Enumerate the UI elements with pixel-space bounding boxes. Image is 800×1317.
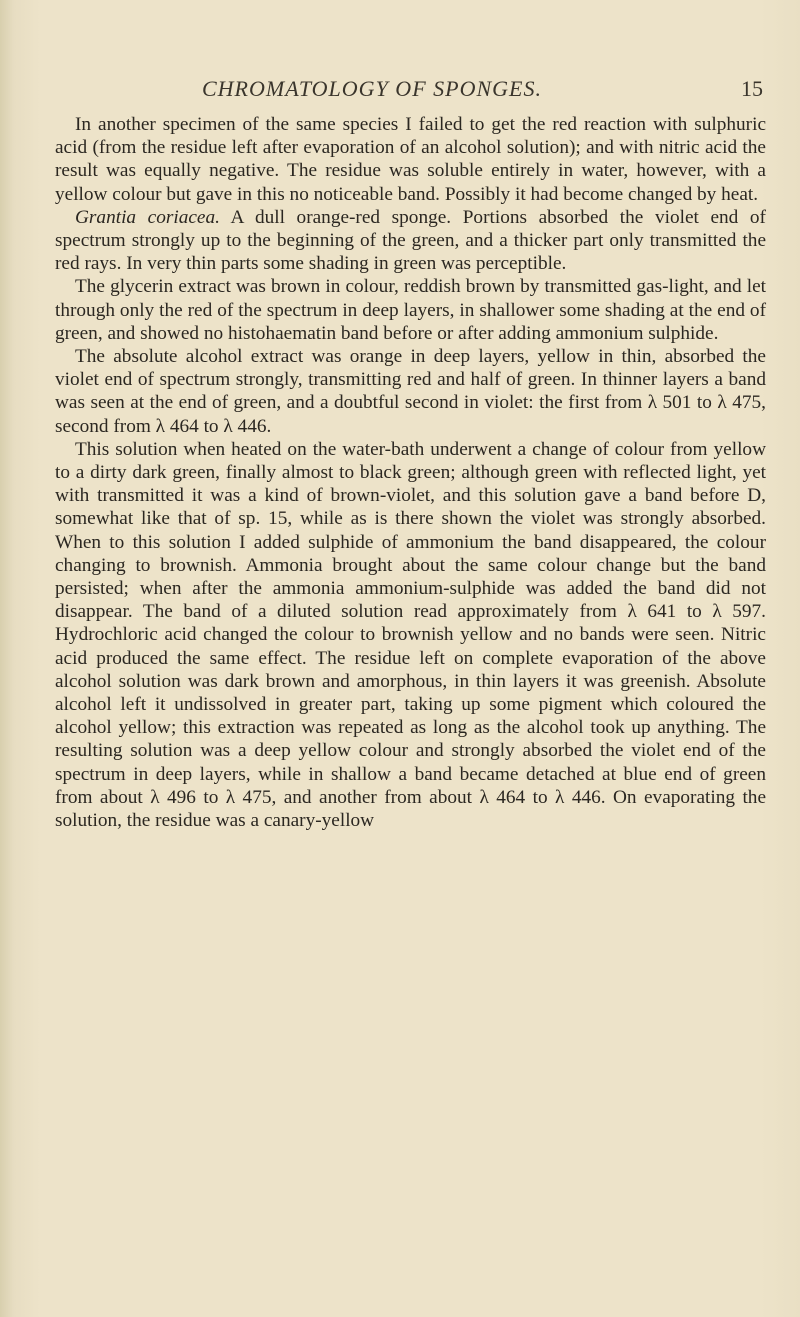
paragraph-text: A dull orange-red sponge. Portions absorbed the violet end of spectrum strongly up to the beginning of the green, and a thicker part only transmitted the red rays. In very thin parts some shading in green was perceptible. xyxy=(55,206,766,275)
species-name: Grantia coriacea. xyxy=(75,206,220,228)
paragraph-grantia-coriacea xyxy=(55,206,766,276)
paragraph-glycerin-extract xyxy=(55,275,766,345)
body-text xyxy=(55,113,766,832)
paragraph-alcohol-extract xyxy=(55,345,766,438)
paragraph-text: The absolute alcohol extract was orange in deep layers, yellow in thin, absorbed the violet end of spectrum strongly, transmitting red and half of green. In thinner layers a band was seen at the end of green, and a doubtful second in violet: the first from λ 501 to λ 475, second from λ 464 to λ 446. xyxy=(55,346,766,437)
paragraph-text: This solution when heated on the water-bath underwent a change of colour from yellow to a dirty dark green, finally almost to black green; although green with reflected light, yet with transmitted it was a kind of brown-violet, and this solution gave a band before D, somewhat like that of sp. 15, while as is there shown the violet was strongly absorbed. When to this solution I added sulphide of ammonium the band disappeared, the colour changing to brownish. Ammonia brought about the same colour change but the band persisted; when after the ammonia ammonium-sulphide was added the band did not disappear. The band of a diluted solution read approximately from λ 641 to λ 597. Hydrochloric acid changed the colour to brownish yellow and no bands were seen. Nitric acid produced the same effect. The residue left on complete evaporation of the above alcohol solution was dark brown and amorphous, in thin layers it was greenish. Absolute alcohol left it undissolved in greater part, taking up some pigment which coloured the alcohol yellow; this extraction was repeated as long as the alcohol took up anything. The resulting solution was a deep yellow colour and strongly absorbed the violet end of the spectrum in deep layers, while in shallow a band became detached at blue end of green from about λ 496 to λ 475, and another from about λ 464 to λ 446. On evaporating the solution, the residue was a canary-yellow xyxy=(55,438,766,832)
page-number: 15 xyxy=(741,76,763,101)
running-title: CHROMATOLOGY OF SPONGES. xyxy=(202,76,542,101)
paragraph-heated-solution xyxy=(55,438,766,832)
paragraph-text: The glycerin extract was brown in colour, reddish brown by transmitted gas-light, and let through only the red of the spectrum in deep layers, in shallower some shading at the end of green, and showed no histohaematin band before or after adding ammonium sulphide. xyxy=(55,276,766,344)
paragraph-text: In another specimen of the same species I failed to get the red reaction with sulphuric acid (from the residue left after evaporation of an alcohol solution); and with nitric acid the result was equally negative. The residue was soluble entirely in water, however, with a yellow colour but gave in this no noticeable band. Possibly it had become changed by heat. xyxy=(55,114,766,205)
page-header xyxy=(0,76,800,106)
paragraph-specimen xyxy=(55,113,766,206)
